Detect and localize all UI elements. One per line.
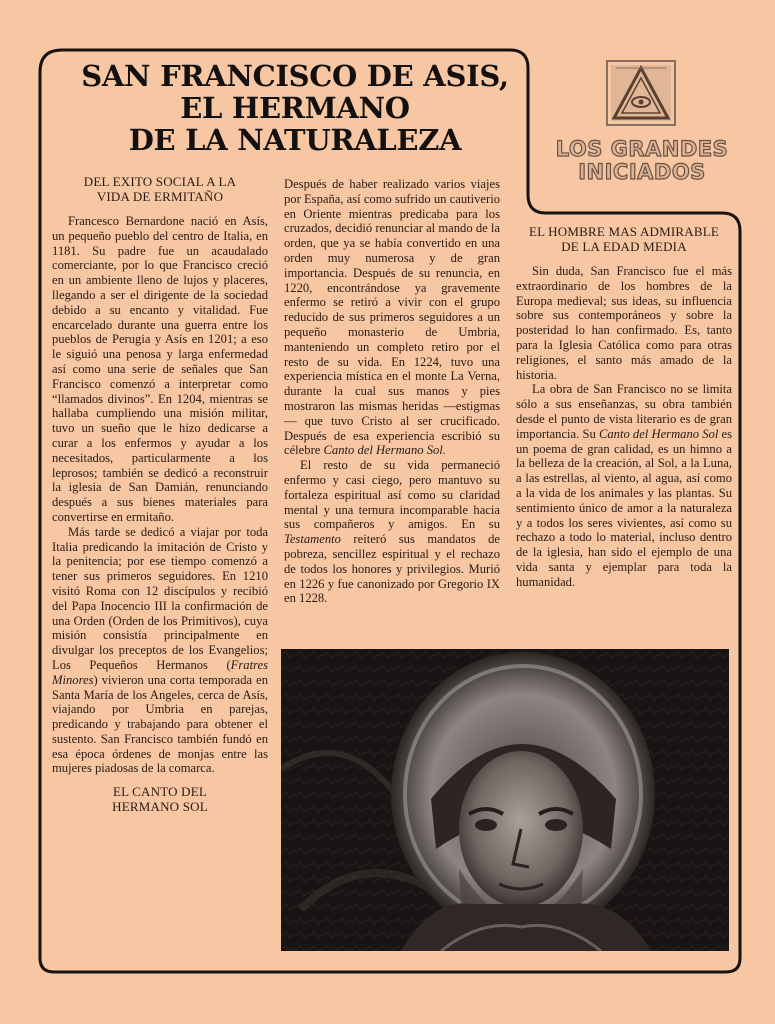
paragraph-final-years: [284, 458, 500, 606]
section-heading-exito: [52, 174, 268, 204]
heading-line: DE LA EDAD MEDIA: [561, 239, 687, 254]
triangle-eye-emblem-icon: [606, 60, 676, 126]
paragraph-obra: [516, 382, 732, 589]
text-span: reiteró sus mandatos de pobreza, sencillez espiritual y el rechazo de todos los honores y privilegios. Murió en 1226 y fue canonizado por Gregorio IX en 1228.: [284, 532, 500, 606]
heading-line: DEL EXITO SOCIAL A LA: [83, 174, 237, 189]
title-line-2: EL HERMANO: [180, 91, 410, 125]
series-label: [540, 138, 744, 184]
text-span: es un poema de gran calidad, es un himno a la belleza de la creación, al Sol, a la Luna, a las estrellas, al viento, al agua, así como a la vida de los animales y las plantas. Su sentimiento único de amor a la naturaleza y a todos los seres vivientes, así como su rechazo a todo lo material, incluso dentro de la iglesia, han sido el ejemplo de una vida santa y ejemplar para toda la humanidad.: [516, 426, 732, 589]
text-span: Después de haber realizado varios viajes por España, así como sufrido un cautiverio en Oriente mientras predicaba para los cruzados, decidió renunciar al mando de la orden, que ya se había convertido en una orden muy numerosa y de gran importancia. Después de su renuncia, en 1220, encontrándose ya gravemente enfermo se retiró a vivir con el grupo reducido de sus primeros seguidores a un pequeño monasterio de Umbria, manteniendo un completo retiro por el resto de su vida. En 1224, tuvo una experiencia mística en el monte La Verna, durante la cual sus manos y pies mostraron las mismas heridas —estigmas— que tuvo Cristo al ser crucificado. Después de esa experiencia escribió su célebre: [284, 177, 500, 458]
text-span: Más tarde se dedicó a viajar por toda Italia predicando la imitación de Cristo y la penitencia; por ese tiempo comenzó a tener sus primeros seguidores. En 1210 visitó Roma con 12 discípulos y recibió del Papa Inocencio III la confirmación de una Orden (Orden de los Primitivos), cuya misión consistía principalmente en divulgar los preceptos de los Evangelios; Los Pequeños Hermanos (: [52, 524, 268, 672]
heading-line: HERMANO SOL: [112, 799, 208, 815]
column-1: [52, 174, 268, 824]
latin-name: Fratres Minores: [52, 657, 268, 687]
heading-line: EL CANTO DEL: [112, 784, 208, 800]
text-span: ) vivieron una corta temporada en Santa María de los Angeles, cerca de Asís, viajando por Umbria en parejas, predicando y trabajando para obtener el sustento. San Francisco también fundó en esa época órdenes de monjas entre las mujeres piadosas de la comarca.: [52, 672, 268, 776]
work-title: Canto del Hermano Sol: [598, 426, 719, 441]
column-3: [516, 224, 732, 590]
section-heading-canto: [52, 784, 268, 814]
series-line-1: LOS GRANDES: [555, 137, 729, 161]
heading-line: VIDA DE ERMITAÑO: [96, 189, 224, 204]
title-line-1: SAN FRANCISCO DE ASIS,: [81, 59, 509, 93]
section-heading-hombre: [516, 224, 732, 254]
article-title: [60, 60, 530, 156]
paragraph-intro: Francesco Bernardone nació en Asís, un pequeño pueblo del centro de Italia, en 1181. Su padre fue un acaudalado comerciante, por lo que Francisco creció en un ambiente lleno de lujos y placeres, llegando a ser el dirigente de la sociedad debido a su encanto y vitalidad. Fue encarcelado durante una guerra entre los pueblos de Perugia y Asís en 1201; a eso le siguió una penosa y larga enfermedad así como una serie de señales que San Francisco comenzó a interpretar como “llamados divinos”. En 1204, mientras se hallaba cumpliendo una misión militar, tuvo un sueño que le hizo dedicarse a curar a los enfermos y ayudar a los necesitados, particularmente a los leprosos; también se dedicó a reconstruir la iglesia de San Damián, renunciando después a sus bienes materiales para convertirse en ermitaño.: [52, 214, 268, 524]
text-span: El resto de su vida permaneció enfermo y casi ciego, pero mantuvo su fortaleza espiritual así como su claridad mental y una ternura incomparable hacia sus compañeros y amigos. En su: [284, 458, 500, 532]
series-line-2: INICIADOS: [578, 160, 706, 184]
paragraph-admirable: Sin duda, San Francisco fue el más extraordinario de los hombres de la Europa medieval; sus ideas, su influencia sobre sus contemporáneos y sobre la posteridad lo han confirmado. Es, tanto para la Iglesia Católica como para otras religiones, el santo más amado de la historia.: [516, 264, 732, 382]
work-title: Canto del Hermano Sol.: [323, 443, 446, 458]
saint-portrait-photo: [281, 649, 729, 951]
work-title: Testamento: [284, 532, 341, 547]
title-line-3: DE LA NATURALEZA: [128, 123, 462, 157]
column-2: [284, 177, 500, 606]
paragraph-retirement: [284, 177, 500, 458]
heading-line: EL HOMBRE MAS ADMIRABLE: [528, 224, 720, 239]
paragraph-travels: [52, 525, 268, 777]
text-span: La obra de San Francisco no se limita sólo a sus enseñanzas, su obra también desde el punto de vista literario es de gran importancia. Su: [516, 382, 732, 441]
